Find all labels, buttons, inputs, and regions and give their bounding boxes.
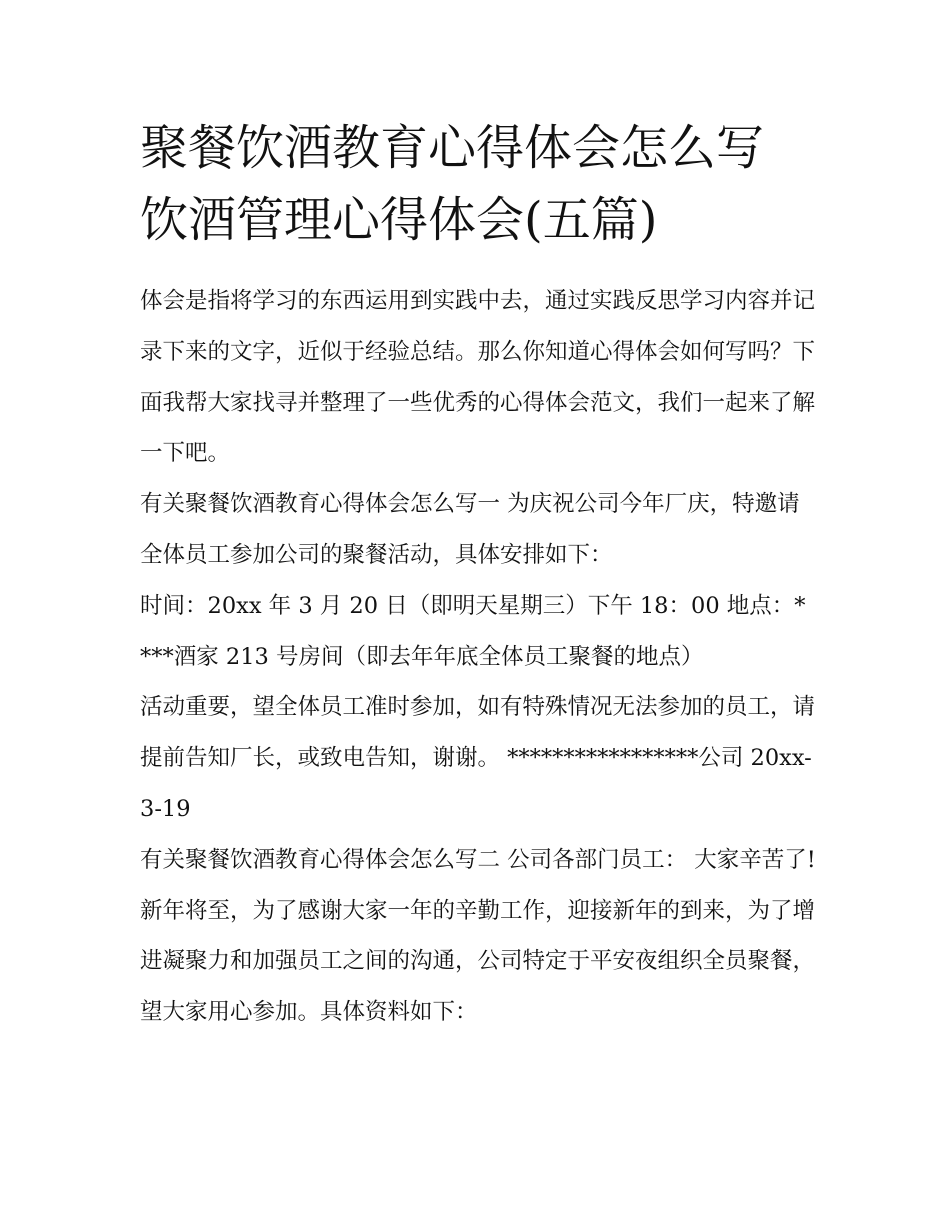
document-content — [140, 112, 816, 1038]
document-body — [140, 276, 816, 1038]
paragraph-time-location: 时间：20xx 年 3 月 20 日（即明天星期三）下午 18：00 地点：****酒家 213 号房间（即去年年底全体员工聚餐的地点） — [140, 592, 806, 670]
paragraph-intro: 体会是指将学习的东西运用到实践中去，通过实践反思学习内容并记录下来的文字，近似于经验总结。那么你知道心得体会如何写吗？下面我帮大家找寻并整理了一些优秀的心得体会范文，我们一起来了解一下吧。 — [140, 288, 816, 467]
title-line-2: 饮酒管理心得体会(五篇) — [140, 192, 658, 248]
paragraph-new-year: 新年将至，为了感谢大家一年的辛勤工作，迎接新年的到来，为了增进凝聚力和加强员工之间的沟通，公司特定于平安夜组织全员聚餐，望大家用心参加。具体资料如下： — [140, 897, 816, 1026]
paragraph-section-one: 有关聚餐饮酒教育心得体会怎么写一 为庆祝公司今年厂庆，特邀请全体员工参加公司的聚餐活动，具体安排如下： — [140, 491, 800, 568]
paragraph-section-two: 有关聚餐饮酒教育心得体会怎么写二 公司各部门员工： 大家辛苦了! — [140, 846, 816, 873]
document-title — [140, 112, 816, 256]
title-line-1: 聚餐饮酒教育心得体会怎么写 — [140, 120, 765, 176]
paragraph-attendance-notice: 活动重要，望全体员工准时参加，如有特殊情况无法参加的员工，请提前告知厂长，或致电告知，谢谢。 *****************公司 20xx-3-19 — [140, 694, 816, 822]
